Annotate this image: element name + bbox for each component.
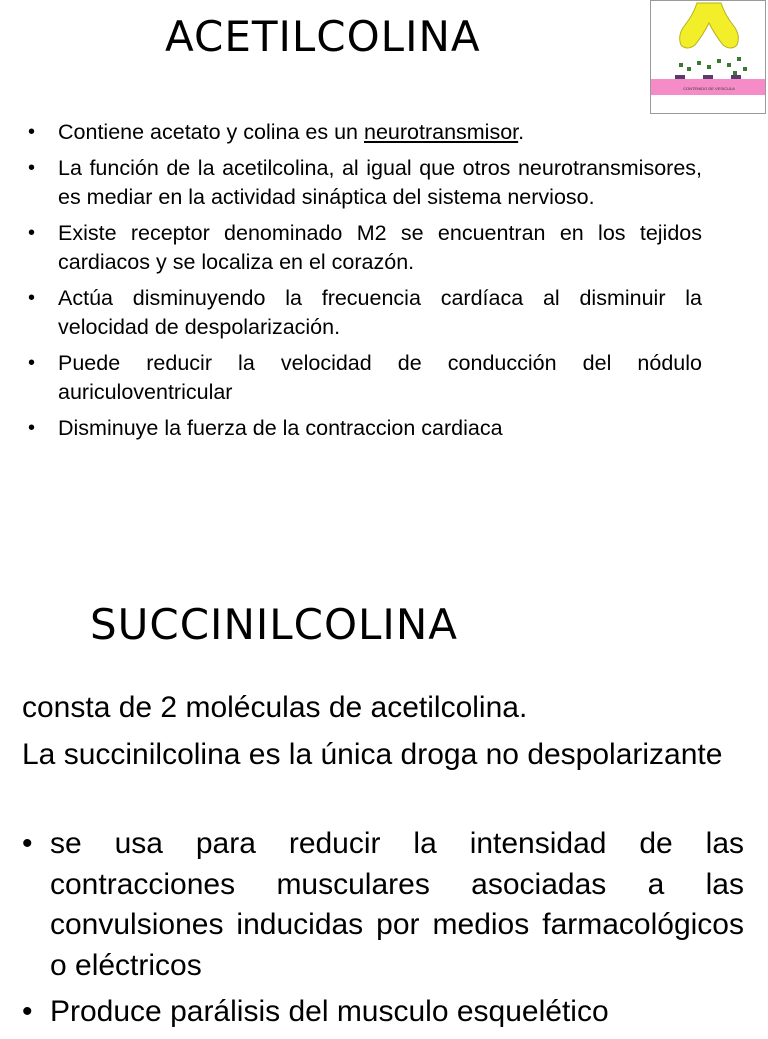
acetilcolina-bullet-list xyxy=(28,118,702,449)
bullet-marker: • xyxy=(28,221,36,244)
paragraph-droga: La succinilcolina es la única droga no despolarizante xyxy=(22,738,723,771)
image-caption: CONTENIDO DE VESICULA xyxy=(683,86,735,91)
list-item xyxy=(22,992,744,1033)
list-item-text: . xyxy=(518,120,525,144)
list-item xyxy=(28,219,702,278)
list-item-text: Puede reducir la velocidad de conducción del nódulo auriculoventricular xyxy=(58,350,702,404)
synapse-illustration xyxy=(651,1,766,114)
synapse-diagram xyxy=(650,0,766,114)
bullet-marker: • xyxy=(28,351,36,374)
list-item-text: Contiene acetato y colina es un xyxy=(58,120,364,144)
bullet-marker: • xyxy=(28,156,36,179)
neurotransmisor-link: neurotransmisor xyxy=(363,120,519,144)
list-item-text: Produce parálisis del musculo esquelético xyxy=(50,995,609,1028)
title-acetilcolina: ACETILCOLINA xyxy=(165,12,481,61)
bullet-marker: • xyxy=(28,121,36,143)
bullet-marker: • xyxy=(28,286,36,309)
list-item-text: Actúa disminuyendo la frecuencia cardíaca al disminuir la velocidad de despolarización. xyxy=(58,285,702,339)
list-item-text: La función de la acetilcolina, al igual que otros neurotransmisores, es mediar en la actividad sináptica del sistema nervioso. xyxy=(58,155,702,209)
list-item xyxy=(28,349,702,408)
title-succinilcolina: SUCCINILCOLINA xyxy=(90,600,458,649)
list-item-text: se usa para reducir la intensidad de las contracciones musculares asociadas a las convulsiones inducidas por medios farmacológicos o eléctricos xyxy=(50,827,744,982)
paragraph-molecules: consta de 2 moléculas de acetilcolina. xyxy=(22,691,528,724)
receptors xyxy=(675,75,741,79)
presynaptic-terminal xyxy=(680,3,739,48)
list-item xyxy=(22,824,744,986)
bullet-marker: • xyxy=(22,827,33,860)
list-item xyxy=(28,284,702,343)
succinilcolina-bullet-list xyxy=(22,824,744,1039)
list-item xyxy=(28,154,702,213)
bullet-marker: • xyxy=(28,416,36,439)
list-item xyxy=(28,414,702,444)
neurotransmitter-dots xyxy=(679,57,747,75)
list-item-text: Disminuye la fuerza de la contraccion cardiaca xyxy=(58,415,503,440)
bullet-marker: • xyxy=(22,995,33,1028)
list-item xyxy=(28,118,702,148)
list-item-text: Existe receptor denominado M2 se encuentran en los tejidos cardiacos y se localiza en el corazón. xyxy=(58,220,702,274)
